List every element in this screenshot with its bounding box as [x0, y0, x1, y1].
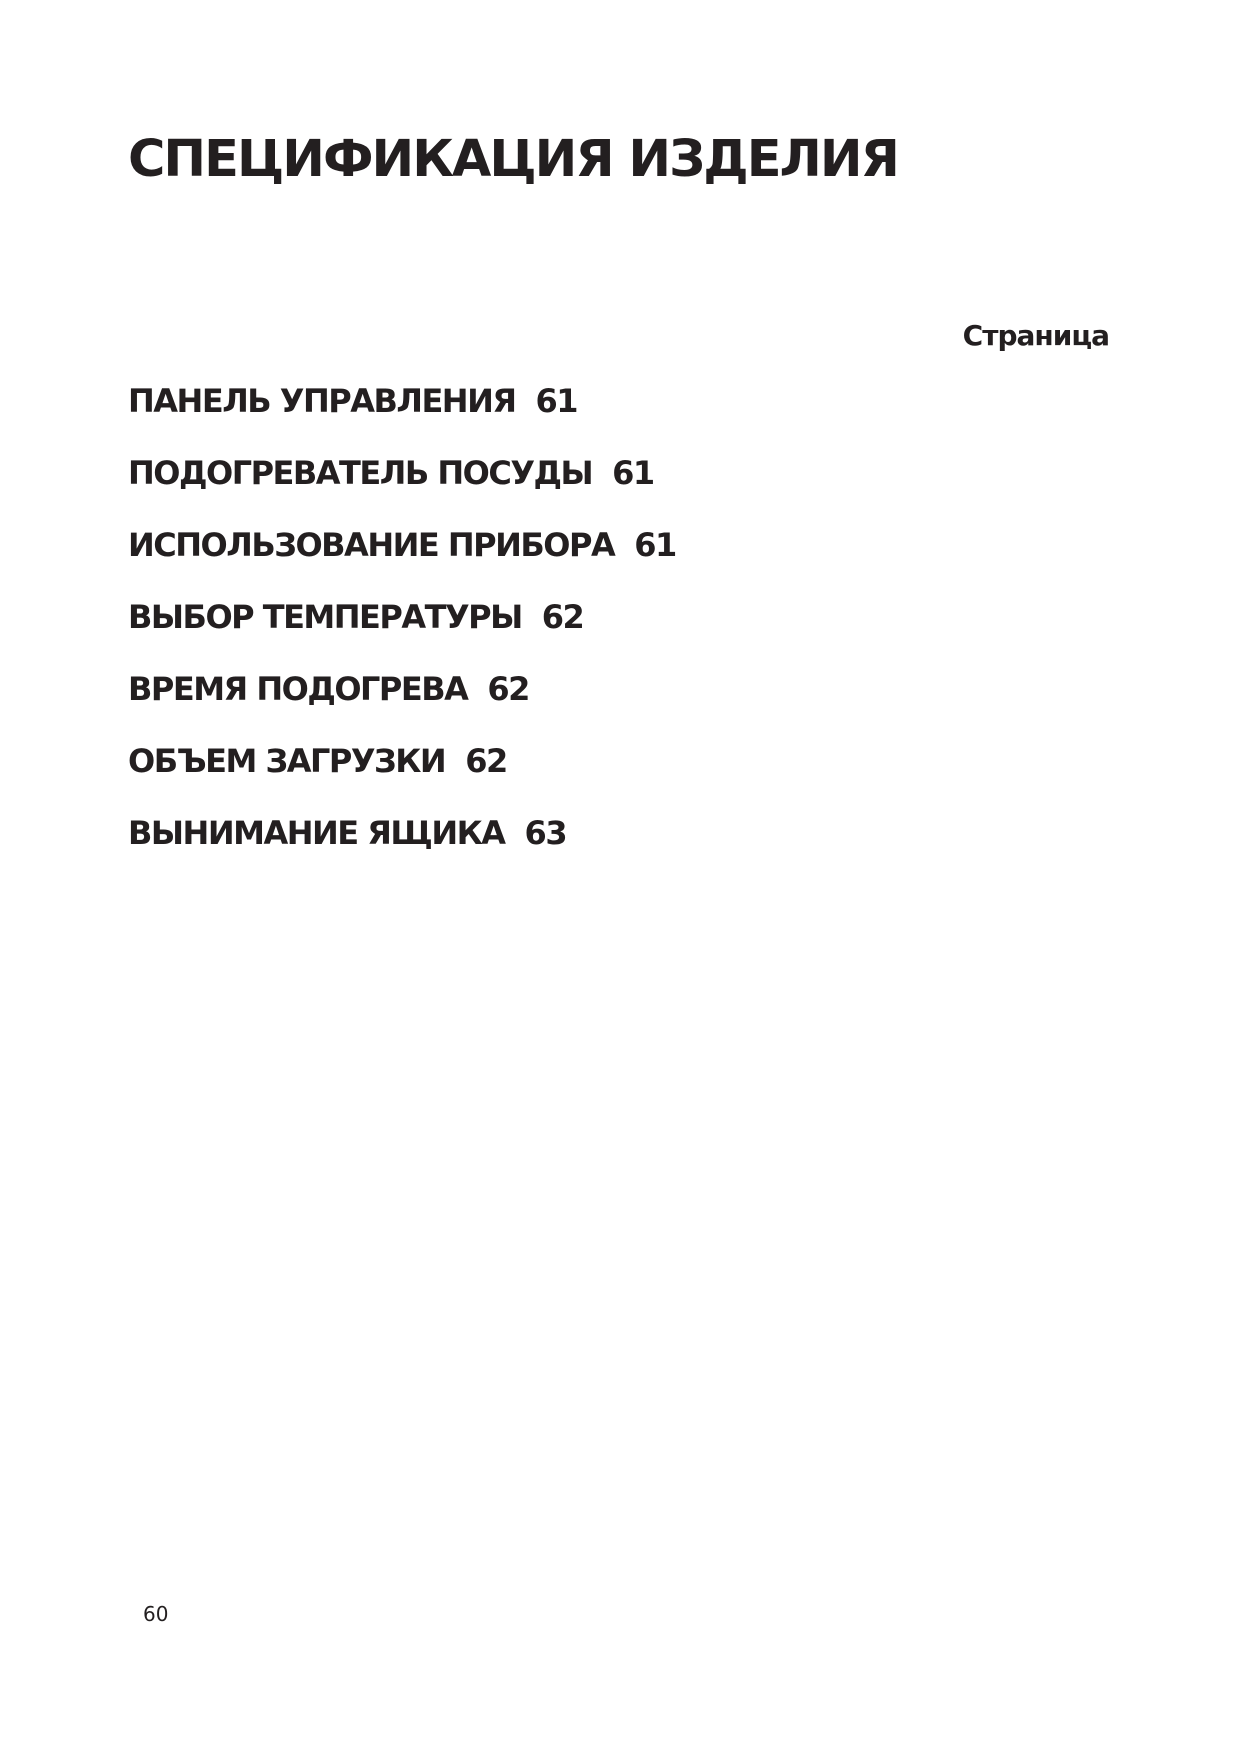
toc-entry — [128, 599, 676, 671]
toc-entry-page: 61 — [535, 382, 578, 420]
toc-entry — [128, 455, 676, 527]
toc-entry-title: ВРЕМЯ ПОДОГРЕВА — [128, 670, 468, 708]
toc-entry — [128, 671, 676, 743]
toc-entry-title: ВЫБОР ТЕМПЕРАТУРЫ — [128, 598, 522, 636]
toc-entry-title: ВЫНИМАНИЕ ЯЩИКА — [128, 814, 505, 852]
toc-entry-title: ОБЪЕМ ЗАГРУЗКИ — [128, 742, 446, 780]
toc-entry-page: 61 — [612, 454, 654, 492]
table-of-contents — [128, 383, 676, 887]
page-column-label: Страница — [962, 319, 1109, 352]
toc-entry-page: 62 — [487, 670, 529, 708]
toc-entry-page: 63 — [524, 814, 567, 852]
toc-entry-page: 61 — [634, 526, 676, 564]
toc-entry-page: 62 — [541, 598, 584, 636]
toc-entry-page: 62 — [465, 742, 507, 780]
toc-entry — [128, 527, 676, 599]
toc-entry — [128, 815, 676, 887]
toc-entry-title: ПАНЕЛЬ УПРАВЛЕНИЯ — [128, 382, 516, 420]
toc-entry-title: ИСПОЛЬЗОВАНИЕ ПРИБОРА — [128, 526, 615, 564]
toc-entry — [128, 383, 676, 455]
toc-entry-title: ПОДОГРЕВАТЕЛЬ ПОСУДЫ — [128, 454, 593, 492]
toc-entry — [128, 743, 676, 815]
page-title: СПЕЦИФИКАЦИЯ ИЗДЕЛИЯ — [128, 130, 898, 189]
page-number: 60 — [143, 1602, 169, 1626]
